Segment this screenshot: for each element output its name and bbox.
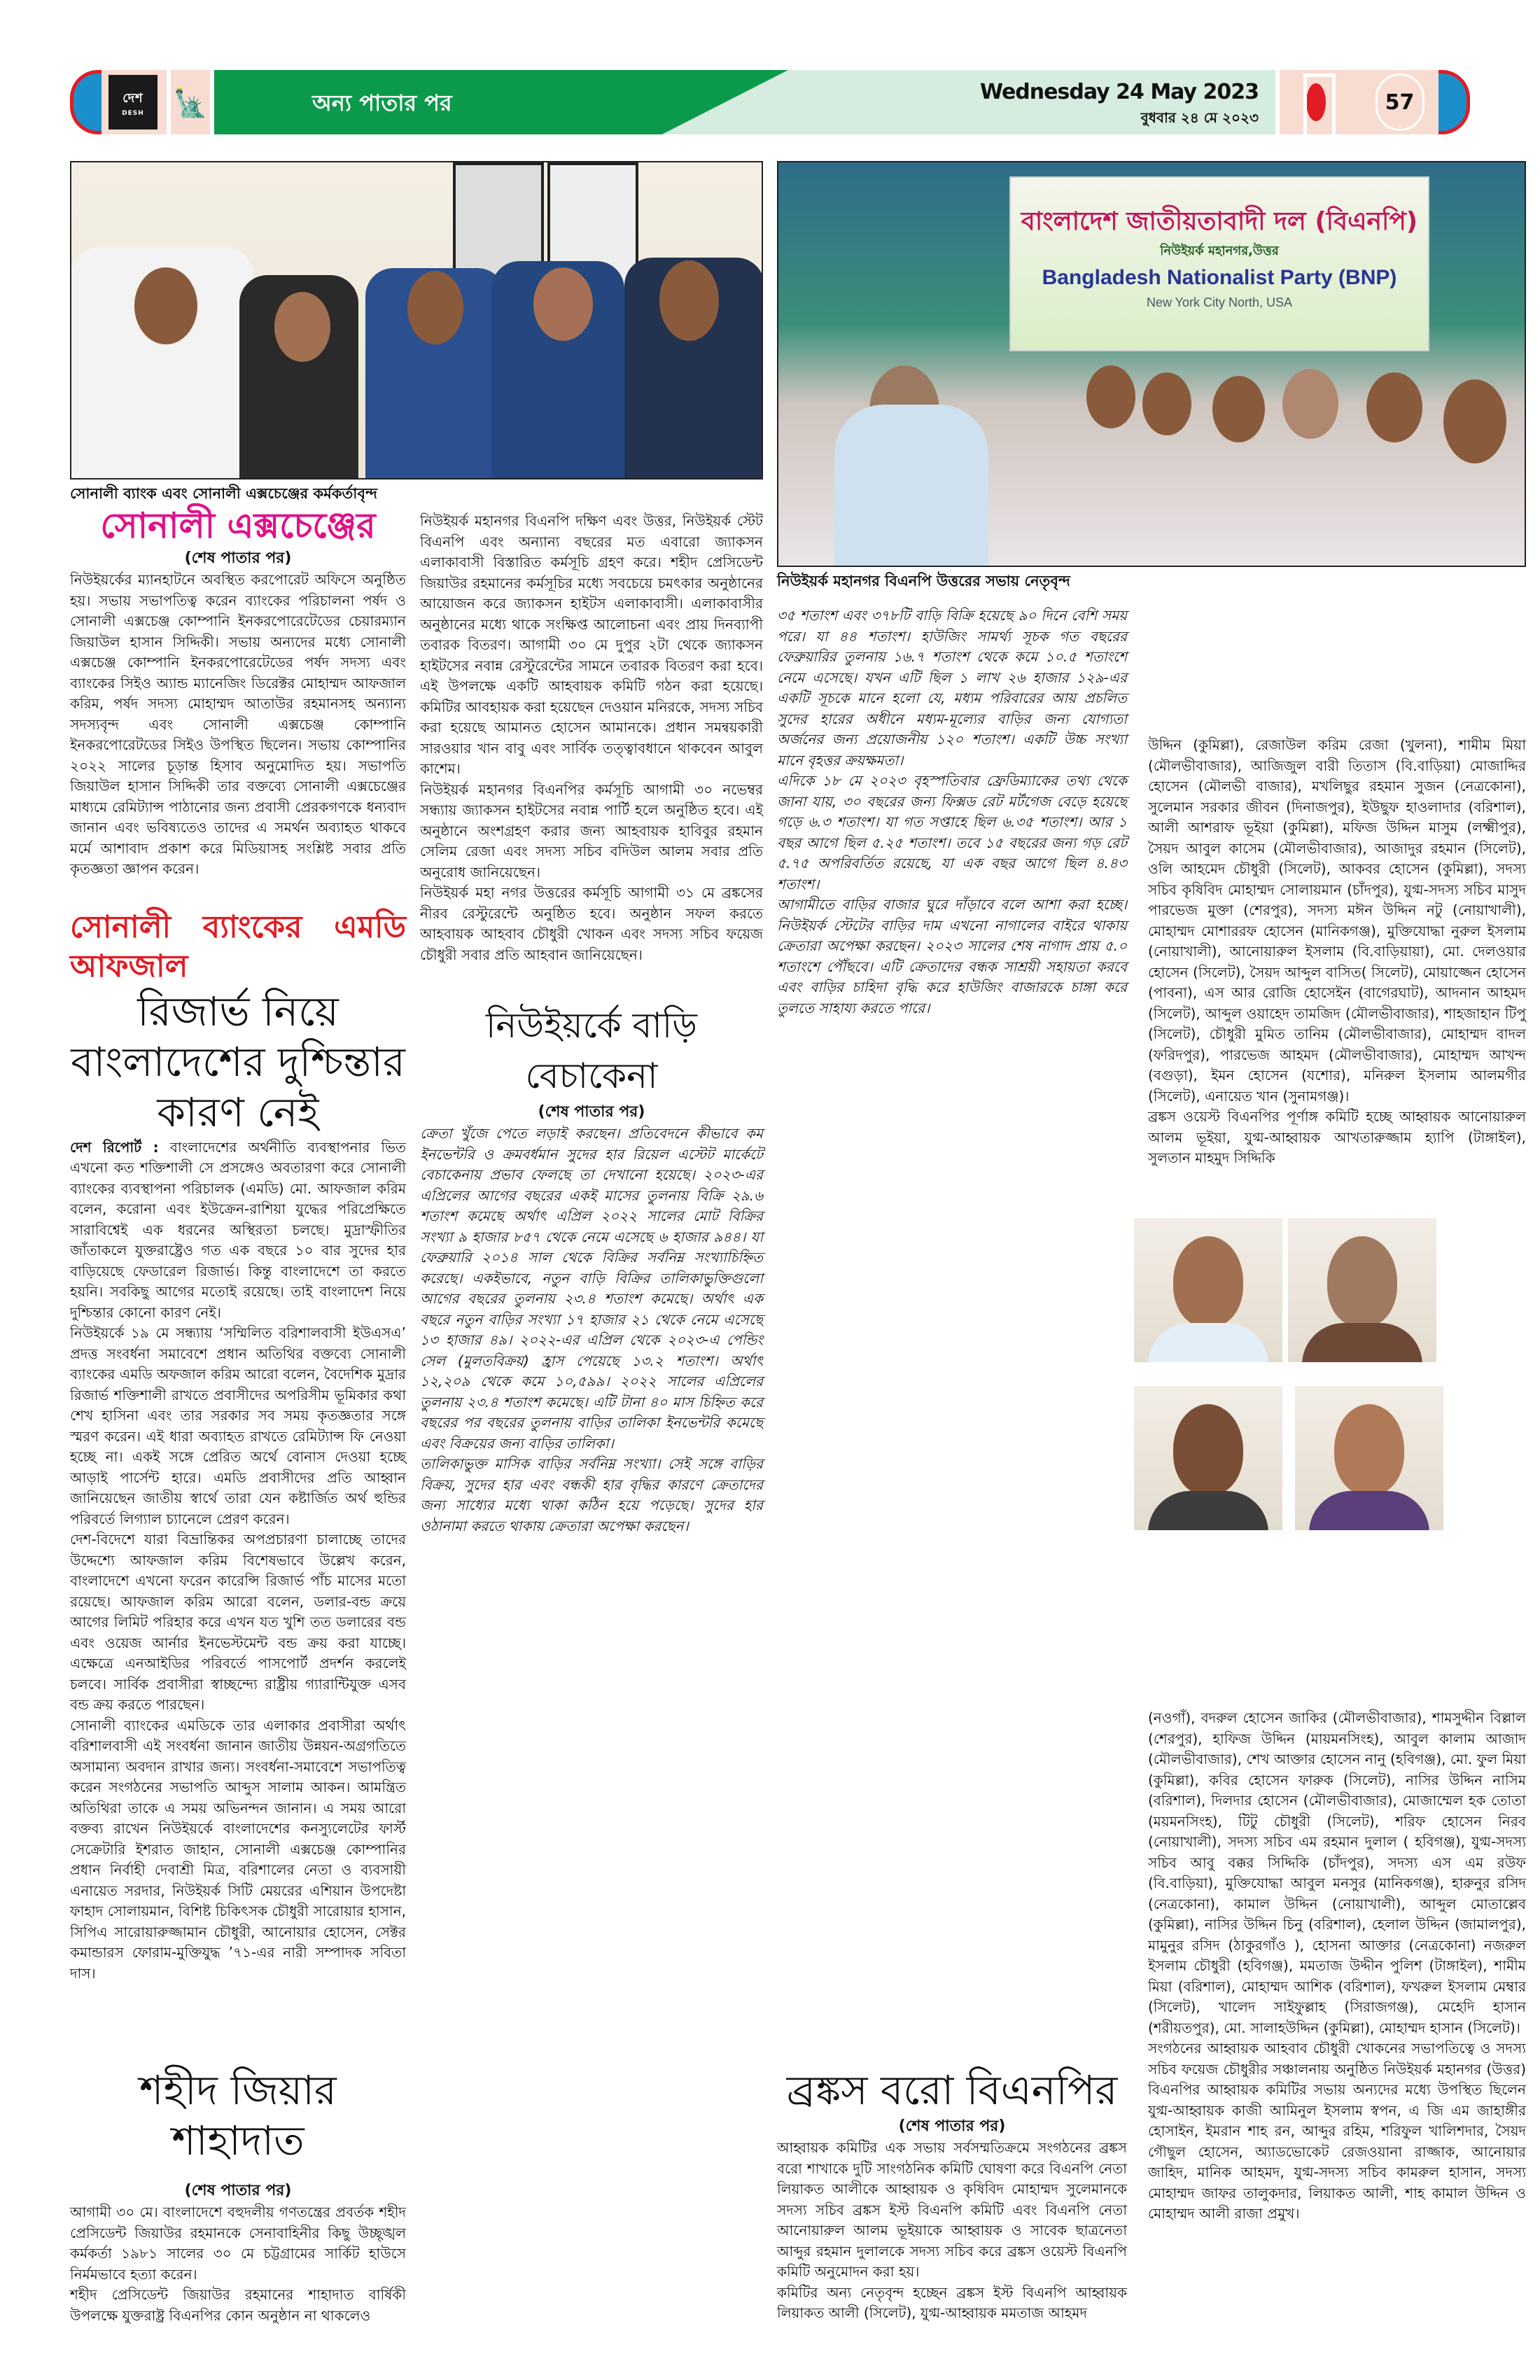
person-3-head	[407, 271, 463, 344]
logo-sub: DESH	[122, 109, 144, 117]
attendee-head	[1366, 372, 1422, 442]
headline-bronx-bnp: ব্রঙ্কস বরো বিএনপির	[786, 2066, 1118, 2114]
story-paragraph: ক্রেতা খুঁজে পেতে লড়াই করছেন। প্রতিবেদনে কীভাবে কম ইনভেন্টরি ও ক্রমবর্ধমান সুদের হার রিয়েল এস্টেট মার্কেটে বেচাকেনায় প্রভাব ফেলছে তা দেখানো হয়েছে। ২০২৩-এর এপ্রিলের আগের বছরের একই মাসের তুলনায় বিক্রি ২৯.৬ শতাংশ কমেছে অর্থাৎ এপ্রিল ২০২২ সালের মোট বিক্রির সংখ্যা ৯ হাজার ৮৫৭ থেকে নেমে এসেছে ৬ হাজার ৯৪৪। যা ফেব্রুয়ারি ২০১৪ সাল থেকে বিক্রির সর্বনিম্ন সংখ্যাচিহ্নিত করেছে। একইভাবে, নতুন বাড়ি বিক্রির তালিকাভুক্তিগুলো আগের বছরের তুলনায় ২৩.৪ শতাংশ কমেছে। অর্থাৎ এক বছরে নতুন বাড়ির সংখ্যা ১৭ হাজার ২১ থেকে নেমে এসেছে ১৩ হাজার ৪৯। ২০২২-এর এপ্রিল থেকে ২০২৩-এ পেন্ডিং সেল (মুলতবিক্রয়) হ্রাস পেয়েছে ১৩.২ শতাংশ। অর্থাৎ ১২,২০৯ থেকে কমে ১০,৫৯৯। ২০২২ সালের এপ্রিলের তুলনায় ২৩.৪ শতাংশ কমেছে। এটি টানা ৪০ মাস চিহ্নিত করে বছরের পর বছরের তুলনায় বাড়ির তালিকা ইনভেন্টরি কমেছে এবং বিক্রয়ের জন্য বাড়ির তালিকা।	[420, 1125, 764, 1452]
masthead	[70, 70, 1470, 134]
portrait-shirt	[1302, 1323, 1422, 1362]
attendee-head	[1282, 369, 1338, 439]
column-4	[1148, 735, 1526, 1169]
attendee	[834, 405, 988, 566]
story-paragraph: এদিকে ১৮ মে ২০২৩ বৃহস্পতিবার ফ্রেডিম্যাকের তথ্য থেকে জানা যায়, ৩০ বছরের জন্য ফিক্সড রেট মর্টগেজ বেড়ে হয়েছে গড়ে ৬.৩ শতাংশ। যা গত সপ্তাহে ছিল ৬.৩৫ শতাংশ। আর ১ বছর আগে ছিল ৫.২৫ শতাংশ। তবে ১৫ বছরের জন্য গড় রেট ৫.৭৫ অপরিবর্তিত রয়েছে, যা এক বছর আগে ছিল ৪.৪৩ শতাংশ।	[777, 772, 1127, 892]
portrait-face	[1173, 1236, 1243, 1327]
column-2	[420, 511, 763, 1536]
story-paragraph: নিউইয়র্কে ১৯ মে সন্ধ্যায় ‘সম্মিলিত বরিশালবাসী ইউএসএ’ প্রদত্ত সংবর্ধনা সমাবেশে প্রধান অতিথির বক্তব্যে সোনালী ব্যাংকের এমডি অফজাল করিম আরো বলেন, বৈদেশিক মুদ্রার রিজার্ভ শক্তিশালী রাখতে প্রবাসীদের অপরিসীম ভূমিকার কথা শেখ হাসিনা এবং তার সরকার সব সময় কৃতজ্ঞতার সঙ্গে স্মরণ করেন। এই ধারা অব্যাহত রাখতে রেমিট্যান্স ফি নেওয়া হচ্ছে না। একই সঙ্গে প্রেরিত অর্থে বোনাস দেওয়া হচ্ছে আড়াই পার্সেন্ট হারে। এমডি প্রবাসীদের প্রতি আহ্বান জানিয়েছেন জাতীয় স্বার্থে তারা যেন কষ্টার্জিত অর্থ হুন্ডির পরিবর্তে লিগ্যাল চ্যানেলে প্রেরণ করেন।	[70, 1324, 406, 1527]
column-1	[70, 483, 406, 1984]
banner-line-1: বাংলাদেশ জাতীয়তাবাদী দল (বিএনপি)	[1021, 207, 1418, 236]
statue-of-liberty-icon: 🗽	[171, 70, 210, 134]
headline-sonali-exchange: সোনালী এক্সচেঞ্জের	[100, 505, 376, 546]
page-number: 57	[1376, 74, 1424, 131]
continued-label: (শেষ পাতার পর)	[538, 1103, 645, 1121]
story-paragraph: ৩৫ শতাংশ এবং ৩৭৮টি বাড়ি বিক্রি হয়েছে ৯০ দিনে বেশি সময় পরে। যা ৪৪ শতাংশ। হাউজিং সামর্থ্য সূচক গত বছরের ফেব্রুয়ারির তুলনায় ১৬.৭ শতাংশ থেকে কমে ১০.৫ শতাংশে নেমে এসেছে। যখন এটি ছিল ১ লাখ ২৬ হাজার ১২৯-এর একটি সূচকে মানে হলো যে, মধ্যম পরিবারের আয় প্রচলিত সুদের হারের অধীনে মধ্যম-মূল্যের বাড়ির জন্য যোগ্যতা অর্জনের জন্য প্রয়োজনীয় ১২০ শতাংশ। একটি উচ্চ সংখ্যা মানে বৃহত্তর ক্রয়ক্ষমতা।	[777, 607, 1127, 769]
desh-logo[interactable]	[108, 75, 158, 130]
section-band	[214, 70, 1275, 134]
portrait-shirt	[1148, 1323, 1268, 1362]
story-paragraph: নিউইয়র্ক মহানগর বিএনপির কর্মসূচি আগামী ৩০ নভেম্বর সন্ধ্যায় জ্যাকসন হাইটসের নবান্ন পার্টি হলে অনুষ্ঠিত হবে। এই অনুষ্ঠানে অংশগ্রহণ করার জন্য আহবায়ক হাবিবুর রহমান সেলিম রেজা এবং সদস্য সচিব বদিউল আলম সবার প্রতি অনুরোধ জানিয়েছেন।	[420, 780, 763, 881]
bnp-banner	[1009, 176, 1429, 351]
photo-caption-bnp: নিউইয়র্ক মহানগর বিএনপি উত্তরের সভায় নেতৃবৃন্দ	[777, 573, 1070, 589]
story-paragraph: আগামী ৩০ মে। বাংলাদেশে বহুদলীয় গণতন্ত্রের প্রবর্তক শহীদ প্রেসিডেন্ট জিয়াউর রহমানকে সেনাবাহিনীর কিছু উচ্ছৃঙ্খল কর্মকর্তা ১৯৮১ সালের ৩০ মে চট্টগ্রামের সার্কিট হাউসে নির্মমভাবে হত্যা করেন।	[70, 2204, 406, 2283]
story-paragraph: ব্রঙ্কস ওয়েস্ট বিএনপির পূর্ণাঙ্গ কমিটি হচ্ছে আহ্বায়ক আনোয়ারুল আলম ভূইয়া, যুগ্ম-আহ্বায়ক আখতারুজ্জাম হ্যাপি (টাঙ্গাইল), সুলতান মাহমুদ সিদ্দিকি	[1148, 1108, 1526, 1166]
portrait-photo-2	[1288, 1218, 1436, 1362]
logo-text: দেশ	[122, 90, 144, 106]
story-paragraph: সোনালী ব্যাংকের এমডিকে তার এলাকার প্রবাসীরা অর্থাৎ বরিশালবাসী এই সংবর্ধনা জানান জাতীয় উন্নয়ন-অগ্রগতিতে অসামান্য অবদান রাখার জন্য। সংবর্ধনা-সমাবেশে সভাপতিত্ব করেন সংগঠনের সভাপতি আব্দুস সালাম আকন। আমন্ত্রিত অতিথিরা তাকে এ সময় অভিনন্দন জানান। এ সময় আরো বক্তব্য রাখেন নিউইয়র্কে বাংলাদেশের কনস্যুলেটের ফার্স্ট সেক্রেটারি ইশরাত জাহান, সোনালী এক্সচেঞ্জ কোম্পানির প্রধান নির্বাহী দেবাশ্রী মিত্র, বরিশালের নেতা ও ব্যবসায়ী এনায়েত সরদার, নিউইয়র্ক সিটি মেয়রের এশিয়ান উপদেষ্টা ফাহাদ সোলায়মান, বিশিষ্ট চিকিৎসক চৌধুরী সারোয়ার হাসান, সিপিএ সারোয়ারুজ্জামান চৌধুরী, আনোয়ার হোসেন, সেক্টর কমান্ডারস ফোরাম-মুক্তিযুদ্ধ ’৭১-এর নারী সম্পাদক সবিতা দাস।	[70, 1716, 406, 1982]
column-1-bottom	[70, 2065, 406, 2326]
portrait-face	[1334, 1404, 1404, 1495]
portrait-photo-4	[1295, 1386, 1443, 1530]
band-green-shape	[214, 70, 788, 134]
sonali-bank-officials-photo	[70, 161, 763, 479]
paragraph-text: বাংলাদেশের অর্থনীতি ব্যবস্থাপনার ভিত এখনো কত শক্তিশালী সে প্রসঙ্গেও অবতারণা করে সোনালী ব্যাংকের ব্যবস্থাপনা পরিচালক (এমডি) মো. আফজাল করিম বলেন, করোনা এবং ইউক্রেন-রাশিয়া যুদ্ধের পরিপ্রেক্ষিতে সারাবিশ্বেই এক ধরনের অস্থিরতা চলছে। মুদ্রাস্ফীতির জাঁতাকলে যুক্তরাষ্ট্রেও গত এক বছরে ১০ বার সুদের হার বাড়িয়েছে ফেডারেল রিজার্ভ। কিন্তু বাংলাদেশে তা করতে হয়নি। সবকিছু আগের মতোই রয়েছে। তাই বাংলাদেশ নিয়ে দুশ্চিন্তার কোনো কারণ নেই।	[70, 1138, 407, 1321]
headline-zia-martyrdom: শহীদ জিয়ার শাহাদাত	[139, 2066, 337, 2164]
headline-reserve: রিজার্ভ নিয়ে বাংলাদেশের দুশ্চিন্তার কারণ নেই	[71, 987, 405, 1136]
photo-caption-sonali: সোনালী ব্যাংক এবং সোনালী এক্সচেঞ্জের কর্মকর্তাবৃন্দ	[70, 485, 377, 502]
shaheed-minar-icon	[1303, 74, 1329, 131]
person-2-head	[274, 292, 330, 362]
continued-label: (শেষ পাতার পর)	[184, 2182, 292, 2199]
story-paragraph: আহ্বায়ক কমিটির এক সভায় সর্বসম্মতিক্রমে সংগঠনের ব্রঙ্কস বরো শাখাকে দুটি সাংগঠনিক কমিটি ঘোষণা করে বিএনপি নেতা লিয়াকত আলীকে আহ্বায়ক ও কৃষিবিদ মোহাম্মদ সুলেমানকে সদস্য সচিব ব্রঙ্কস ইস্ট বিএনপি কমিটি এবং বিএনপি নেতা আনোয়ারুল আলম ভূইয়াকে আহ্বায়ক ও সাবেক ছাত্রনেতা আব্দুর রহমান দুলালকে সদস্য সচিব করে ব্রঙ্কস ওয়েস্ট বিএনপি কমিটি অনুমোদন করা হয়।	[777, 2139, 1127, 2280]
attendee-head	[1212, 376, 1265, 442]
attendee-head	[1086, 365, 1135, 428]
continued-label: (শেষ পাতার পর)	[184, 550, 292, 567]
bnp-meeting-photo	[777, 161, 1526, 567]
story-paragraph: উদ্দিন (কুমিল্লা), রেজাউল করিম রেজা (খুলনা), শামীম মিয়া (মৌলভীবাজার), আজিজুল বারী তিতাস (বি.বাড়িয়া) মোজাদ্দির হোসেন (মৌলভী বাজার), মখলিছুর রহমান সুজন (নেত্রকোনা), সুলেমান সরকার জীবন (দিনাজপুর), ইউছুফ হাওলাদার (বরিশাল), আলী আশরাফ ভূইয়া (কুমিল্লা), মফিজ উদ্দিন মাসুম (লক্ষ্মীপুর), সৈয়দ আবুল কাসেম (মৌলভীবাজার), আজাদুর রহমান (সিলেট), ওলি আহমেদ চৌধুরী (সিলেট), আকবর হোসেন (কুমিল্লা), সদস্য সচিব কৃষিবিদ মোহাম্মদ সোলায়মান (চাঁদপুর), যুগ্ম-সদস্য সচিব মাসুদ পারভেজ মুক্তা (শেরপুর), সদস্য মঈন উদ্দিন নটু (নোয়াখালী), মোহাম্মদ মোশাররফ হোসেন (মানিকগঞ্জ), মুক্তিযোদ্ধা নুরুল ইসলাম (নোয়াখালী), আনোয়ারুল ইসলাম (বি.বাড়িয়ায়া), মো. দেলওয়ার হোসেন (সিলেট), সৈয়দ আব্দুল বাসিত( সিলেট), মোয়াজ্জেন হোসেন (পাবনা), এস আর রোজি হোসেইন (বাগেরঘাট), আদনান আহমদ (সিলেট), আব্দুল ওয়াহেদ তামজিদ (মৌলভীবাজার), শাহজাহান টিপু (সিলেট), চৌধুরী মুমিত তানিম (মৌলভীবাজার), মোহাম্মদ বাদল (ফরিদপুর), পারভেজ আহমদ (মৌলভীবাজার), মোহাম্মদ আখন্দ (বগুড়া), ইমন হোসেন (যশোর), মনিরুল ইসলাম আলমগীর (সিলেট), এনায়েত খান (সুনামগঞ্জ)।	[1148, 736, 1526, 1105]
story-paragraph: সংগঠনের আহ্বায়ক আহবাব চৌধুরী খোকনের সভাপতিত্বে ও সদস্য সচিব ফয়েজ চৌধুরীর সঞ্চালনায় অনুষ্ঠিত নিউইয়র্ক মহানগর (উত্তর) বিএনপির আহ্বায়ক কমিটির সভায় অন্যদের মধ্যে উপস্থিত ছিলেন যুগ্ম-আহ্বায়ক কাজী আমিনুল ইসলাম স্বপন, এ জি এম জাহাঙ্গীর হোসাইন, ইমরান শাহ রন, আব্দুর রহিম, শরিফুল খালিশদার, সৈয়দ গৌছুল হোসেন, অ্যাডভোকেট রেজওয়ানা রাজ্জাক, আনোয়ার জাহিদ, মানিক আহমদ, যুগ্ম-সদস্য সচিব কামরুল হাসান, সদস্য মোহাম্মদ জাফর তালুকদার, লিয়াকত আলী, শাহ কামাল উদ্দিন ও মোহাম্মদ আলী রাজা প্রমুখ।	[1148, 2040, 1526, 2222]
portrait-face	[1327, 1236, 1397, 1327]
banner-line-2: নিউইয়র্ক মহানগর,উত্তর	[1160, 244, 1279, 258]
page-number-box	[1280, 70, 1448, 134]
story-paragraph: দেশ-বিদেশে যারা বিভ্রান্তিকর অপপ্রচারণা চালাচ্ছে তাদের উদ্দেশ্যে আফজাল করিম বিশেষভাবে উল্লেখ করেন, বাংলাদেশে এখনো ফরেন কারেন্সি রিজার্ভ পাঁচ মাসের মতো রয়েছে। আফজাল করিম আরো বলেন, ডলার-বন্ড ক্রয়ে আগের লিমিট পরিহার করে এখন যত খুশি তত ডলারের বন্ড এবং ওয়েজ আর্নার ইনভেস্টমেন্ট বন্ড ক্রয় করা যাচ্ছে। এক্ষেত্রে এনআইডির পরিবর্তে পাসপোর্ট প্রদর্শন করলেই চলবে। সার্বিক প্রবাসীরা স্বাচ্ছন্দ্যে রাষ্ট্রীয় গ্যারান্টিযুক্ত এসব বন্ড ক্রয় করতে পারছেন।	[70, 1531, 406, 1713]
portrait-shirt	[1309, 1491, 1429, 1530]
portrait-photo-1	[1134, 1218, 1282, 1362]
continued-label: (শেষ পাতার পর)	[898, 2118, 1006, 2135]
section-title: অন্য পাতার পর	[312, 90, 452, 116]
story-paragraph	[70, 1138, 406, 1324]
column-3-bottom	[777, 2065, 1127, 2324]
story-paragraph: নিউইয়র্কের ম্যানহাটনে অবস্থিত করপোরেট অফিসে অনুষ্ঠিত হয়। সভায় সভাপতিত্ব করেন ব্যাংকের পরিচালনা পর্ষদ ও সোনালী এক্সচেঞ্জ কোম্পানি ইনকরপোরেটেডের চেয়ারম্যান জিয়াউল হাসান সিদ্দিকী। সভায় অন্যদের মধ্যে সোনালী এক্সচেঞ্জ কোম্পানি ইনকরপোরেটেডের পর্ষদ সদস্য এবং ব্যাংকের সিইও অ্যান্ড ম্যানেজিং ডিরেক্টর মোহাম্মদ আফজাল করিম, পর্ষদ সদস্য মোহাম্মদ আতাউর রহমানসহ অন্যান্য সদস্যবৃন্দ এবং সোনালী এক্সচেঞ্জ কোম্পানি ইনকরপোরেটডের সিইও উপস্থিত ছিলেন। সভায় কোম্পানির ২০২২ সালের চূড়ান্ত হিসাব অনুমোদিত হয়। সভাপতি জিয়াউল হাসান সিদ্দিকী তার বক্তব্যে সোনালী এক্সচেঞ্জের মাধ্যমে রেমিট্যান্স পাঠানোর জন্য প্রবাসী প্রেরকগণকে ধন্যবাদ জানান এবং ভবিষ্যতেও তাদের এ সমর্থন অব্যাহত থাকবে মর্মে আশাবাদ প্রকাশ করে মিডিয়াসহ সংশ্লিষ্ট সবার প্রতি কৃতজ্ঞতা জ্ঞাপন করেন।	[70, 571, 406, 877]
banner-line-3: Bangladesh Nationalist Party (BNP)	[1042, 266, 1397, 289]
attendee-head	[1443, 379, 1506, 463]
kicker-sonali-md: সোনালী ব্যাংকের এমডি আফজাল	[70, 909, 406, 984]
portrait-shirt	[1148, 1491, 1268, 1530]
column-4-bottom	[1148, 1708, 1526, 2225]
date-english: Wednesday 24 May 2023	[979, 80, 1259, 104]
column-3	[777, 570, 1127, 1018]
story-paragraph: (নওগাঁ), বদরুল হোসেন জাকির (মৌলভীবাজার), শামসুদ্দীন বিল্লাল (শেরপুর), হাফিজ উদ্দিন (মায়মনসিংহ), আবুল কালাম আজাদ (মৌলভীবাজার), শেখ আক্তার হোসেন নানু (হবিগঞ্জ), মো. ফুল মিয়া (কুমিল্লা), কবির হোসেন ফারুক (সিলেট), নাসির উদ্দিন নাসিম (বরিশাল), দিলদার হোসেন (মৌলভীবাজার), মোজাম্মেল হক তোতা (ময়মনসিংহ), টিটু চৌধুরী (সিলেট), শরিফ হোসেন নিরব (নোয়াখালী), সদস্য সচিব এম রহমান দুলাল ( হবিগঞ্জ), যুগ্ম-সদস্য সচিব আবু বক্কর সিদ্দিকি (চাঁদপুর), সদস্য এস এম রউফ (বি.বাড়িয়া), মুক্তিযোদ্ধা আবুল মনসুর (মানিকগঞ্জ), হারুনুর রসিদ (নেত্রকোনা), কামাল উদ্দিন (নোয়াখালী), আব্দুল মোতাল্লেব (কুমিল্লা), নাসির উদ্দিন চিনু (বরিশাল), হেলাল উদ্দিন (জামালপুর), মামুনুর রসিদ (ঠাকুরগাঁও ), হোসনা আক্তার (নেত্রকোনা) নজরুল ইসলাম চৌধুরী (হবিগঞ্জ), মমতাজ উদ্দীন পুলিশ (টাঙ্গাইল), শামীম মিয়া (বরিশাল), মোহাম্মদ আশিক (বরিশাল), ফখরুল ইসলাম মেম্বার (সিলেট), খালেদ সাইফুল্লাহ (সিরাজগঞ্জ), মেহেদি হাসান (শরীয়তপুর), মো. সালাহউদ্দিন (কুমিল্লা), মোহাম্মদ হাসান (সিলেট)।	[1148, 1709, 1526, 2036]
person-4-head	[533, 267, 593, 341]
person-1-head	[134, 267, 197, 344]
banner-line-4: New York City North, USA	[1146, 295, 1293, 309]
portrait-face	[1173, 1404, 1243, 1495]
story-paragraph: নিউইয়র্ক মহানগর বিএনপি দক্ষিণ এবং উত্তর, নিউইয়র্ক স্টেট বিএনপি এবং অন্যান্য বছরের মত এবারো জ্যাকসন এলাকাবাসী বিস্তারিত কর্মসূচি গ্রহণ করে। শহীদ প্রেসিডেন্ট জিয়াউর রহমানের কর্মসূচির মধ্যে সবচেয়ে চমৎকার অনুষ্ঠানের আয়োজন করে জ্যাকসন হাইটস এলাকাবাসী। এলাকাবাসীর অনুষ্ঠানের মধ্যে থাকে সংক্ষিপ্ত আলোচনা এবং প্রায় দিনব্যাপী তবারক বিতরণ। আগামী ৩০ মে দুপুর ২টা থেকে জ্যাকসন হাইটসের নবান্ন রেস্টুরেন্টের সামনে তবারক বিতরণ করা হবে। এই উপলক্ষে একটি আহবায়ক কমিটি গঠন করা হয়েছে। কমিটির আবহায়ক করা হয়েছেন দেওয়ান মনিরকে, সদস্য সচিব করা হয়েছে আমানত হোসেন আমানকে। প্রধান সমন্বয়কারী সারওয়ার খান বাবু এবং সার্বিক তত্ত্বাবধানে থাকবেন আবুল কাশেম।	[420, 512, 763, 777]
portrait-photo-3	[1134, 1386, 1282, 1530]
story-paragraph: তালিকাভুক্ত মাসিক বাড়ির সর্বনিম্ন সংখ্যা। সেই সঙ্গে বাড়ির বিক্রয়, সুদের হার এবং বন্ধকী হার বৃদ্ধির কারণে ক্রেতাদের জন্য সাধ্যের মধ্যে থাকা কঠিন হয়ে পড়েছে। সুদের হার ওঠানামা করতে থাকায় ক্রেতারা অপেক্ষা করছেন।	[420, 1455, 763, 1534]
story-paragraph: শহীদ প্রেসিডেন্ট জিয়াউর রহমানের শাহাদাত বার্ষিকী উপলক্ষে যুক্তরাষ্ট্র বিএনপির কোন অনুষ্ঠান না থাকলেও	[70, 2286, 406, 2324]
byline: দেশ রিপোর্ট :	[70, 1138, 159, 1156]
date-bengali: বুধবার ২৪ মে ২০২৩	[1140, 109, 1259, 126]
headline-ny-housing: নিউইয়র্কে বাড়ি বেচাকেনা	[486, 1005, 697, 1096]
logo-box	[99, 70, 167, 134]
story-paragraph: নিউইয়র্ক মহা নগর উত্তরের কর্মসূচি আগামী ৩১ মে ব্রঙ্কসের নীরব রেস্টুরেন্টে অনুষ্ঠিত হবে। অনুষ্ঠান সফল করতে আহবায়ক আহবাব চৌধুরী খোকন এবং সদস্য সচিব ফয়েজ চৌধুরী সবার প্রতি আহবান জানিয়েছেন।	[420, 884, 763, 963]
masthead-right-cap	[1448, 70, 1470, 134]
person-5-head	[659, 260, 719, 341]
story-paragraph: আগামীতে বাড়ির বাজার ঘুরে দাঁড়াবে বলে আশা করা হচ্ছে। নিউইয়র্ক স্টেটের বাড়ির দাম এখনো নাগালের বাইরে থাকায় ক্রেতারা অপেক্ষা করছেন। ২০২৩ সালের শেষ নাগাদ প্রায় ৫.০ শতাংশে পৌঁছবে। এটি ক্রেতাদের বন্ধক সাশ্রয়ী সহায়তা করবে এবং বাড়ির চাহিদা বৃদ্ধি করে হাউজিং বাজারকে চাঙ্গা করে তুলতে সাহায্য করতে পারে।	[777, 896, 1127, 1016]
story-paragraph: কমিটির অন্য নেতৃবৃন্দ হচ্ছেন ব্রঙ্কস ইস্ট বিএনপি আহ্বায়ক লিয়াকত আলী (সিলেট), যুগ্ম-আহ্বায়ক মমতাজ আহমদ	[777, 2283, 1127, 2321]
masthead-left-cap	[70, 70, 92, 134]
attendee-head	[1142, 372, 1191, 435]
